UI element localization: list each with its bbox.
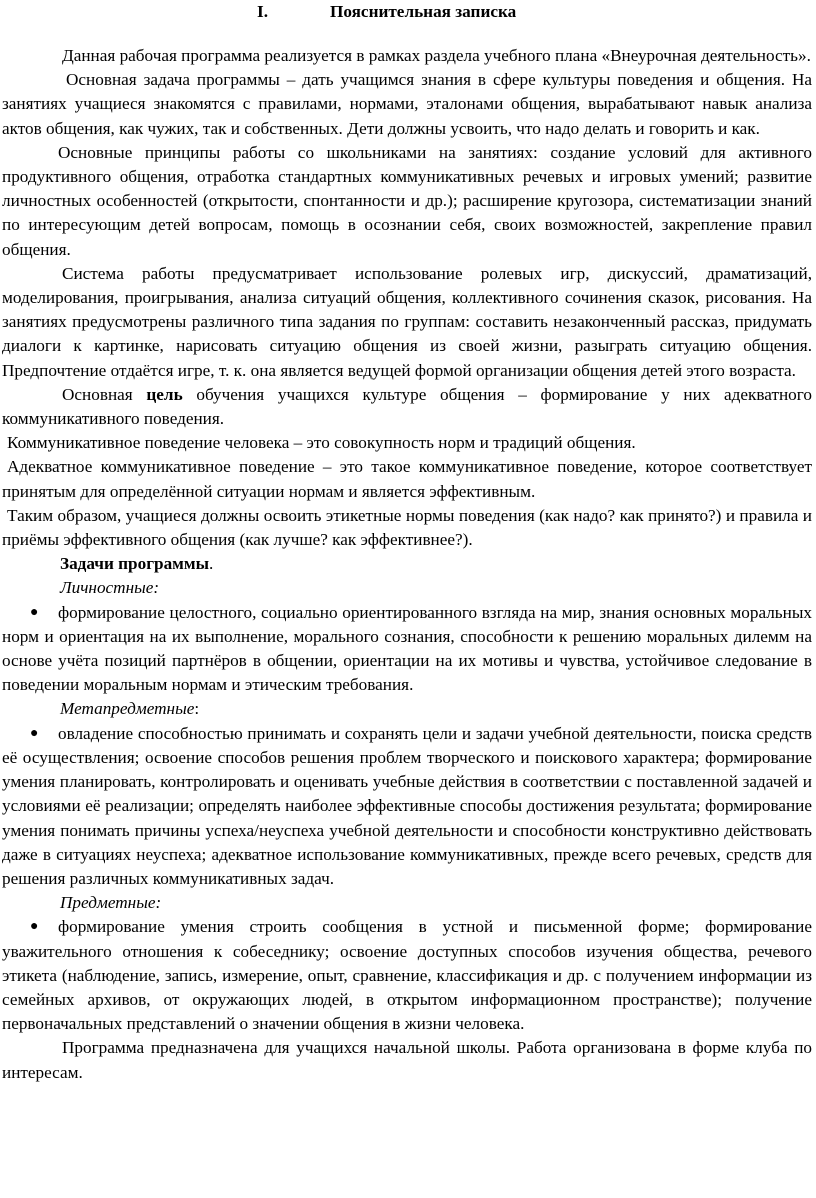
personal-list-item	[2, 601, 812, 698]
meta-label: Метапредметные	[60, 699, 195, 719]
section-heading	[0, 2, 816, 28]
paragraph-conclusion: Таким образом, учащиеся должны освоить этикетные нормы поведения (как надо? как принято?) и правила и приёмы эффективного общения (как лучше? как эффективнее?).	[2, 505, 812, 550]
meta-colon: :	[194, 699, 200, 719]
paragraph-goal	[2, 383, 812, 431]
personal-heading: Личностные:	[60, 578, 160, 598]
personal-item-text: формирование целостного, социально ориентированного взгляда на мир, знания основных моральных норм и ориентация на их выполнение, морального сознания, способности к решению моральных дилемм на основе учёта позиций партнёров в общении, ориентации на их мотивы и чувства, устойчивое следование в поведении моральным нормам и этическим требования.	[2, 602, 812, 695]
meta-heading	[2, 697, 812, 721]
paragraph-final: Программа предназначена для учащихся начальной школы. Работа организована в форме клуба по интересам.	[2, 1038, 812, 1082]
subject-item-text: формирование умения строить сообщения в устной и письменной форме; формирование уважительного отношения к собеседнику; освоение доступных способов изучения общества, речевого этикета (наблюдение, запись, измерение, опыт, сравнение, классификация и др. с получением информации из семейных архивов, от окружающих людей, в открытом информационном пространстве); получение первоначальных представлений о значении общения в жизни человека.	[2, 917, 812, 1034]
meta-list-item	[2, 722, 812, 891]
tasks-label: Задачи программы	[60, 554, 210, 574]
goal-text-after: обучения учащихся культуре общения – формирование у них адекватного коммуникативного поведения.	[2, 384, 812, 429]
meta-item-text: овладение способностью принимать и сохранять цели и задачи учебной деятельности, поиска средств её осуществления; освоение способов решения проблем творческого и поискового характера; формирование умения планировать, контролировать и оценивать учебные действия в соответствии с поставленной задачей и условиями её реализации; определять наиболее эффективные способы достижения результата; формирование умения понимать причины успеха/неуспеха учебной деятельности и способности конструктивно действовать даже в ситуациях неуспеха; адекватное использование коммуникативных, прежде всего речевых, средств для решения различных коммуникативных задач.	[2, 723, 812, 888]
heading-title: Пояснительная записка	[330, 2, 517, 21]
paragraph-system: Система работы предусматривает использование ролевых игр, дискуссий, драматизаций, моделирования, проигрывания, анализа ситуаций общения, коллективного сочинения сказок, рисования. На занятиях предусмотрены различного типа задания по группам: составить незаконченный рассказ, придумать диалоги к картинке, нарисовать ситуацию общения из своей жизни, разыграть ситуацию общения. Предпочтение отдаётся игре, т. к. она является ведущей формой организации общения детей этого возраста.	[2, 263, 812, 380]
subject-heading: Предметные:	[60, 893, 162, 913]
paragraph-communicative-behavior: Коммуникативное поведение человека – это совокупность норм и традиций общения.	[7, 433, 636, 453]
bullet-icon: ●	[30, 919, 39, 935]
heading-number: I.	[257, 2, 268, 21]
subject-list-item	[2, 915, 812, 1036]
goal-text-before: Основная	[62, 384, 147, 404]
paragraph-adequate-behavior: Адекватное коммуникативное поведение – это такое коммуникативное поведение, которое соответствует принятым для определённой ситуации нормам и является эффективным.	[2, 457, 812, 501]
tasks-heading	[2, 552, 812, 576]
goal-keyword: цель	[146, 384, 183, 404]
tasks-period: .	[209, 554, 214, 574]
bullet-icon: ●	[30, 604, 39, 620]
paragraph-intro: Данная рабочая программа реализуется в рамках раздела учебного плана «Внеурочная деятельность».	[62, 46, 811, 65]
paragraph-main-task: Основная задача программы – дать учащимся знания в сфере культуры поведения и общения. На занятиях учащиеся знакомятся с правилами, нормами, эталонами общения, вырабатывают навык анализа актов общения, как чужих, так и собственных. Дети должны усвоить, что надо делать и говорить и как.	[2, 70, 812, 138]
bullet-icon: ●	[30, 725, 39, 741]
document-body	[2, 44, 812, 1085]
paragraph-principles: Основные принципы работы со школьниками на занятиях: создание условий для активного продуктивного общения, отработка стандартных коммуникативных речевых и игровых умений; развитие личностных особенностей (открытости, спонтанности и др.); расширение кругозора, систематизации знаний по интересующим детей вопросам, помощь в осознании себя, своих возможностей, закрепление правил общения.	[2, 142, 812, 259]
